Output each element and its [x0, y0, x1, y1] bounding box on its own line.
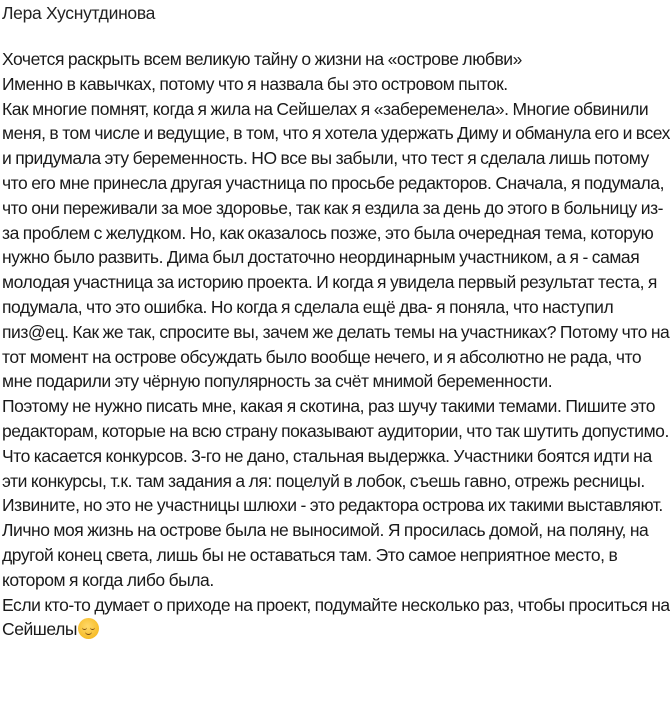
paragraph-life: Лично моя жизнь на острове была не выносимой. Я просилась домой, на поляну, на другой конец света, лишь бы не оставаться там. Это самое неприятное место, в котором я когда либо была.: [2, 520, 649, 590]
paragraph-contests: Что касается конкурсов. 3-го не дано, стальная выдержка. Участники боятся идти на эти конкурсы, т.к. там задания а ля: поцелуй в лобок, съешь гавно, отрежь ресницы. Извините, но это не участницы шлюхи - это редактора острова их такими выставляют.: [2, 445, 663, 516]
paragraph-advice: [2, 593, 670, 643]
paragraph-advice-text: Если кто-то думает о приходе на проект, подумайте несколько раз, чтобы проситься на Сейшелы: [2, 594, 670, 640]
post-body: [2, 47, 670, 642]
paragraph-pregnancy: Как многие помнят, когда я жила на Сейшелах я «забеременела». Многие обвинили меня, в том числе и ведущие, в том, что я хотела удержать Диму и обманула его и всех и придумала эту беременность. НО все вы забыли, что тест я сделала лишь потому что его мне принесла другая участница по просьбе редакторов. Сначала, я подумала, что они переживали за мое здоровье, так как я ездила за день до этого в больницу из-за проблем с желудком. Но, как оказалось позже, это была очередная тема, которую нужно было развить. Дима был достаточно неординарным участником, а я - самая молодая участница за историю проекта. И когда я увидела первый результат теста, я подумала, что это ошибка. Но когда я сделала ещё два- я поняла, что наступил пиз@ец. Как же так, спросите вы, зачем же делать темы на участниках? Потому что на тот момент на острове обсуждать было вообще нечего, и я абсолютно не рада, что мне подарили эту чёрную популярность за счёт мнимой беременности.: [2, 98, 670, 392]
paragraph-quotes: Именно в кавычках, потому что я назвала бы это островом пыток.: [2, 73, 508, 94]
author-name: Лера Хуснутдинова: [2, 3, 156, 23]
relieved-face-emoji-icon: [78, 618, 99, 639]
paragraph-intro: Хочется раскрыть всем великую тайну о жизни на «острове любви»: [2, 49, 522, 69]
paragraph-editors: Поэтому не нужно писать мне, какая я скотина, раз шучу такими темами. Пишите это редакторам, которые на всю страну показывают аудитории, что так шутить допустимо.: [2, 396, 669, 441]
